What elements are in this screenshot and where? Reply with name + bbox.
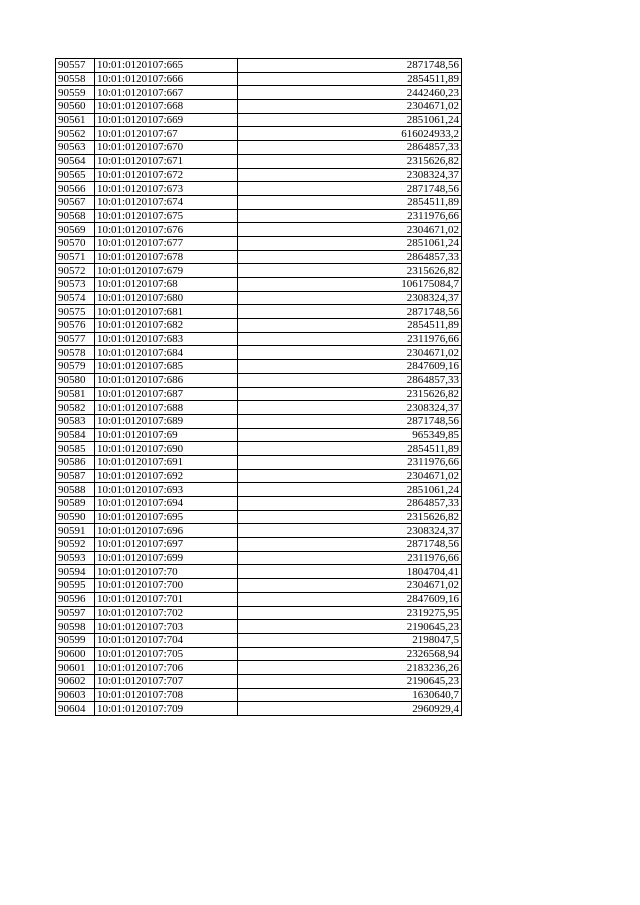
value-cell: 2326568,94 bbox=[238, 647, 462, 661]
row-number-cell: 90599 bbox=[56, 633, 95, 647]
value-cell: 616024933,2 bbox=[238, 127, 462, 141]
table-row bbox=[56, 360, 462, 374]
table-row bbox=[56, 647, 462, 661]
table-row bbox=[56, 72, 462, 86]
table-row bbox=[56, 209, 462, 223]
table-row bbox=[56, 565, 462, 579]
value-cell: 2864857,33 bbox=[238, 497, 462, 511]
row-number-cell: 90600 bbox=[56, 647, 95, 661]
cadastral-number-cell: 10:01:0120107:700 bbox=[95, 579, 238, 593]
table-row bbox=[56, 551, 462, 565]
value-cell: 2311976,66 bbox=[238, 209, 462, 223]
row-number-cell: 90591 bbox=[56, 524, 95, 538]
table-row bbox=[56, 538, 462, 552]
table-row bbox=[56, 702, 462, 716]
row-number-cell: 90581 bbox=[56, 387, 95, 401]
table-row bbox=[56, 524, 462, 538]
row-number-cell: 90576 bbox=[56, 319, 95, 333]
cadastral-number-cell: 10:01:0120107:690 bbox=[95, 442, 238, 456]
table-row bbox=[56, 195, 462, 209]
row-number-cell: 90578 bbox=[56, 346, 95, 360]
table-row bbox=[56, 113, 462, 127]
table-row bbox=[56, 606, 462, 620]
cadastral-number-cell: 10:01:0120107:679 bbox=[95, 264, 238, 278]
table-row bbox=[56, 401, 462, 415]
table-row bbox=[56, 414, 462, 428]
table-row bbox=[56, 620, 462, 634]
value-cell: 1630640,7 bbox=[238, 688, 462, 702]
value-cell: 2847609,16 bbox=[238, 360, 462, 374]
cadastral-number-cell: 10:01:0120107:701 bbox=[95, 592, 238, 606]
table-row bbox=[56, 127, 462, 141]
row-number-cell: 90560 bbox=[56, 100, 95, 114]
row-number-cell: 90597 bbox=[56, 606, 95, 620]
cadastral-number-cell: 10:01:0120107:686 bbox=[95, 373, 238, 387]
value-cell: 2960929,4 bbox=[238, 702, 462, 716]
cadastral-number-cell: 10:01:0120107:668 bbox=[95, 100, 238, 114]
row-number-cell: 90558 bbox=[56, 72, 95, 86]
value-cell: 2319275,95 bbox=[238, 606, 462, 620]
table-row bbox=[56, 428, 462, 442]
value-cell: 2315626,82 bbox=[238, 154, 462, 168]
table-row bbox=[56, 141, 462, 155]
cadastral-number-cell: 10:01:0120107:695 bbox=[95, 510, 238, 524]
row-number-cell: 90573 bbox=[56, 278, 95, 292]
table-row bbox=[56, 264, 462, 278]
value-cell: 2308324,37 bbox=[238, 524, 462, 538]
value-cell: 2851061,24 bbox=[238, 483, 462, 497]
row-number-cell: 90575 bbox=[56, 305, 95, 319]
cadastral-number-cell: 10:01:0120107:675 bbox=[95, 209, 238, 223]
row-number-cell: 90603 bbox=[56, 688, 95, 702]
value-cell: 2304671,02 bbox=[238, 579, 462, 593]
table-row bbox=[56, 86, 462, 100]
table-row bbox=[56, 455, 462, 469]
table-row bbox=[56, 346, 462, 360]
cadastral-number-cell: 10:01:0120107:687 bbox=[95, 387, 238, 401]
value-cell: 2871748,56 bbox=[238, 305, 462, 319]
row-number-cell: 90564 bbox=[56, 154, 95, 168]
cadastral-number-cell: 10:01:0120107:680 bbox=[95, 291, 238, 305]
row-number-cell: 90557 bbox=[56, 59, 95, 73]
cadastral-number-cell: 10:01:0120107:691 bbox=[95, 455, 238, 469]
cadastral-number-cell: 10:01:0120107:681 bbox=[95, 305, 238, 319]
cadastral-number-cell: 10:01:0120107:673 bbox=[95, 182, 238, 196]
table-row bbox=[56, 154, 462, 168]
row-number-cell: 90566 bbox=[56, 182, 95, 196]
value-cell: 2871748,56 bbox=[238, 59, 462, 73]
value-cell: 2308324,37 bbox=[238, 291, 462, 305]
table-row bbox=[56, 688, 462, 702]
value-cell: 2304671,02 bbox=[238, 469, 462, 483]
value-cell: 2308324,37 bbox=[238, 168, 462, 182]
row-number-cell: 90572 bbox=[56, 264, 95, 278]
value-cell: 2864857,33 bbox=[238, 373, 462, 387]
table-row bbox=[56, 579, 462, 593]
row-number-cell: 90589 bbox=[56, 497, 95, 511]
row-number-cell: 90561 bbox=[56, 113, 95, 127]
row-number-cell: 90574 bbox=[56, 291, 95, 305]
cadastral-number-cell: 10:01:0120107:696 bbox=[95, 524, 238, 538]
row-number-cell: 90565 bbox=[56, 168, 95, 182]
value-cell: 2304671,02 bbox=[238, 100, 462, 114]
row-number-cell: 90584 bbox=[56, 428, 95, 442]
row-number-cell: 90587 bbox=[56, 469, 95, 483]
cadastral-number-cell: 10:01:0120107:678 bbox=[95, 250, 238, 264]
value-cell: 2315626,82 bbox=[238, 387, 462, 401]
cadastral-number-cell: 10:01:0120107:692 bbox=[95, 469, 238, 483]
cadastral-number-cell: 10:01:0120107:682 bbox=[95, 319, 238, 333]
value-cell: 2190645,23 bbox=[238, 674, 462, 688]
value-cell: 2308324,37 bbox=[238, 401, 462, 415]
value-cell: 965349,85 bbox=[238, 428, 462, 442]
row-number-cell: 90559 bbox=[56, 86, 95, 100]
row-number-cell: 90568 bbox=[56, 209, 95, 223]
table-row bbox=[56, 278, 462, 292]
row-number-cell: 90562 bbox=[56, 127, 95, 141]
value-cell: 2304671,02 bbox=[238, 223, 462, 237]
row-number-cell: 90582 bbox=[56, 401, 95, 415]
value-cell: 2304671,02 bbox=[238, 346, 462, 360]
row-number-cell: 90588 bbox=[56, 483, 95, 497]
cadastral-number-cell: 10:01:0120107:704 bbox=[95, 633, 238, 647]
table-body bbox=[56, 59, 462, 716]
cadastral-number-cell: 10:01:0120107:683 bbox=[95, 332, 238, 346]
row-number-cell: 90590 bbox=[56, 510, 95, 524]
value-cell: 2871748,56 bbox=[238, 182, 462, 196]
row-number-cell: 90577 bbox=[56, 332, 95, 346]
cadastral-number-cell: 10:01:0120107:693 bbox=[95, 483, 238, 497]
row-number-cell: 90583 bbox=[56, 414, 95, 428]
cadastral-number-cell: 10:01:0120107:689 bbox=[95, 414, 238, 428]
cadastral-number-cell: 10:01:0120107:708 bbox=[95, 688, 238, 702]
table-row bbox=[56, 236, 462, 250]
cadastral-number-cell: 10:01:0120107:707 bbox=[95, 674, 238, 688]
table-row bbox=[56, 442, 462, 456]
row-number-cell: 90602 bbox=[56, 674, 95, 688]
table-row bbox=[56, 592, 462, 606]
row-number-cell: 90595 bbox=[56, 579, 95, 593]
value-cell: 2851061,24 bbox=[238, 113, 462, 127]
cadastral-number-cell: 10:01:0120107:697 bbox=[95, 538, 238, 552]
cadastral-number-cell: 10:01:0120107:699 bbox=[95, 551, 238, 565]
value-cell: 2847609,16 bbox=[238, 592, 462, 606]
cadastral-number-cell: 10:01:0120107:703 bbox=[95, 620, 238, 634]
table-row bbox=[56, 483, 462, 497]
table-row bbox=[56, 223, 462, 237]
row-number-cell: 90601 bbox=[56, 661, 95, 675]
cadastral-number-cell: 10:01:0120107:684 bbox=[95, 346, 238, 360]
cadastral-number-cell: 10:01:0120107:665 bbox=[95, 59, 238, 73]
value-cell: 2442460,23 bbox=[238, 86, 462, 100]
value-cell: 2864857,33 bbox=[238, 141, 462, 155]
table-row bbox=[56, 59, 462, 73]
value-cell: 2198047,5 bbox=[238, 633, 462, 647]
cadastral-number-cell: 10:01:0120107:706 bbox=[95, 661, 238, 675]
cadastral-number-cell: 10:01:0120107:685 bbox=[95, 360, 238, 374]
value-cell: 2854511,89 bbox=[238, 195, 462, 209]
value-cell: 2871748,56 bbox=[238, 414, 462, 428]
cadastral-number-cell: 10:01:0120107:688 bbox=[95, 401, 238, 415]
row-number-cell: 90570 bbox=[56, 236, 95, 250]
table-row bbox=[56, 100, 462, 114]
table-row bbox=[56, 497, 462, 511]
value-cell: 2183236,26 bbox=[238, 661, 462, 675]
table-row bbox=[56, 373, 462, 387]
value-cell: 2854511,89 bbox=[238, 442, 462, 456]
cadastral-number-cell: 10:01:0120107:694 bbox=[95, 497, 238, 511]
value-cell: 2851061,24 bbox=[238, 236, 462, 250]
value-cell: 2311976,66 bbox=[238, 455, 462, 469]
row-number-cell: 90596 bbox=[56, 592, 95, 606]
value-cell: 2854511,89 bbox=[238, 72, 462, 86]
cadastral-number-cell: 10:01:0120107:68 bbox=[95, 278, 238, 292]
value-cell: 2190645,23 bbox=[238, 620, 462, 634]
cadastral-number-cell: 10:01:0120107:677 bbox=[95, 236, 238, 250]
value-cell: 2871748,56 bbox=[238, 538, 462, 552]
row-number-cell: 90571 bbox=[56, 250, 95, 264]
value-cell: 2311976,66 bbox=[238, 332, 462, 346]
row-number-cell: 90579 bbox=[56, 360, 95, 374]
row-number-cell: 90594 bbox=[56, 565, 95, 579]
cadastral-number-cell: 10:01:0120107:670 bbox=[95, 141, 238, 155]
table-row bbox=[56, 332, 462, 346]
cadastral-number-cell: 10:01:0120107:666 bbox=[95, 72, 238, 86]
row-number-cell: 90567 bbox=[56, 195, 95, 209]
value-cell: 2864857,33 bbox=[238, 250, 462, 264]
row-number-cell: 90569 bbox=[56, 223, 95, 237]
row-number-cell: 90592 bbox=[56, 538, 95, 552]
table-row bbox=[56, 633, 462, 647]
cadastral-number-cell: 10:01:0120107:676 bbox=[95, 223, 238, 237]
cadastral-number-cell: 10:01:0120107:669 bbox=[95, 113, 238, 127]
cadastral-number-cell: 10:01:0120107:674 bbox=[95, 195, 238, 209]
table-row bbox=[56, 291, 462, 305]
row-number-cell: 90604 bbox=[56, 702, 95, 716]
value-cell: 2311976,66 bbox=[238, 551, 462, 565]
cadastral-number-cell: 10:01:0120107:705 bbox=[95, 647, 238, 661]
table-row bbox=[56, 469, 462, 483]
table-row bbox=[56, 661, 462, 675]
table-row bbox=[56, 182, 462, 196]
row-number-cell: 90593 bbox=[56, 551, 95, 565]
row-number-cell: 90598 bbox=[56, 620, 95, 634]
cadastral-value-table bbox=[55, 58, 462, 716]
value-cell: 1804704,41 bbox=[238, 565, 462, 579]
table-row bbox=[56, 250, 462, 264]
cadastral-number-cell: 10:01:0120107:70 bbox=[95, 565, 238, 579]
row-number-cell: 90563 bbox=[56, 141, 95, 155]
value-cell: 2315626,82 bbox=[238, 510, 462, 524]
cadastral-number-cell: 10:01:0120107:671 bbox=[95, 154, 238, 168]
table-row bbox=[56, 387, 462, 401]
cadastral-number-cell: 10:01:0120107:667 bbox=[95, 86, 238, 100]
row-number-cell: 90580 bbox=[56, 373, 95, 387]
cadastral-number-cell: 10:01:0120107:702 bbox=[95, 606, 238, 620]
table-row bbox=[56, 305, 462, 319]
cadastral-number-cell: 10:01:0120107:67 bbox=[95, 127, 238, 141]
table-row bbox=[56, 319, 462, 333]
table-row bbox=[56, 674, 462, 688]
value-cell: 2854511,89 bbox=[238, 319, 462, 333]
row-number-cell: 90586 bbox=[56, 455, 95, 469]
cadastral-number-cell: 10:01:0120107:709 bbox=[95, 702, 238, 716]
value-cell: 106175084,7 bbox=[238, 278, 462, 292]
row-number-cell: 90585 bbox=[56, 442, 95, 456]
cadastral-number-cell: 10:01:0120107:672 bbox=[95, 168, 238, 182]
value-cell: 2315626,82 bbox=[238, 264, 462, 278]
cadastral-number-cell: 10:01:0120107:69 bbox=[95, 428, 238, 442]
table-row bbox=[56, 168, 462, 182]
table-row bbox=[56, 510, 462, 524]
